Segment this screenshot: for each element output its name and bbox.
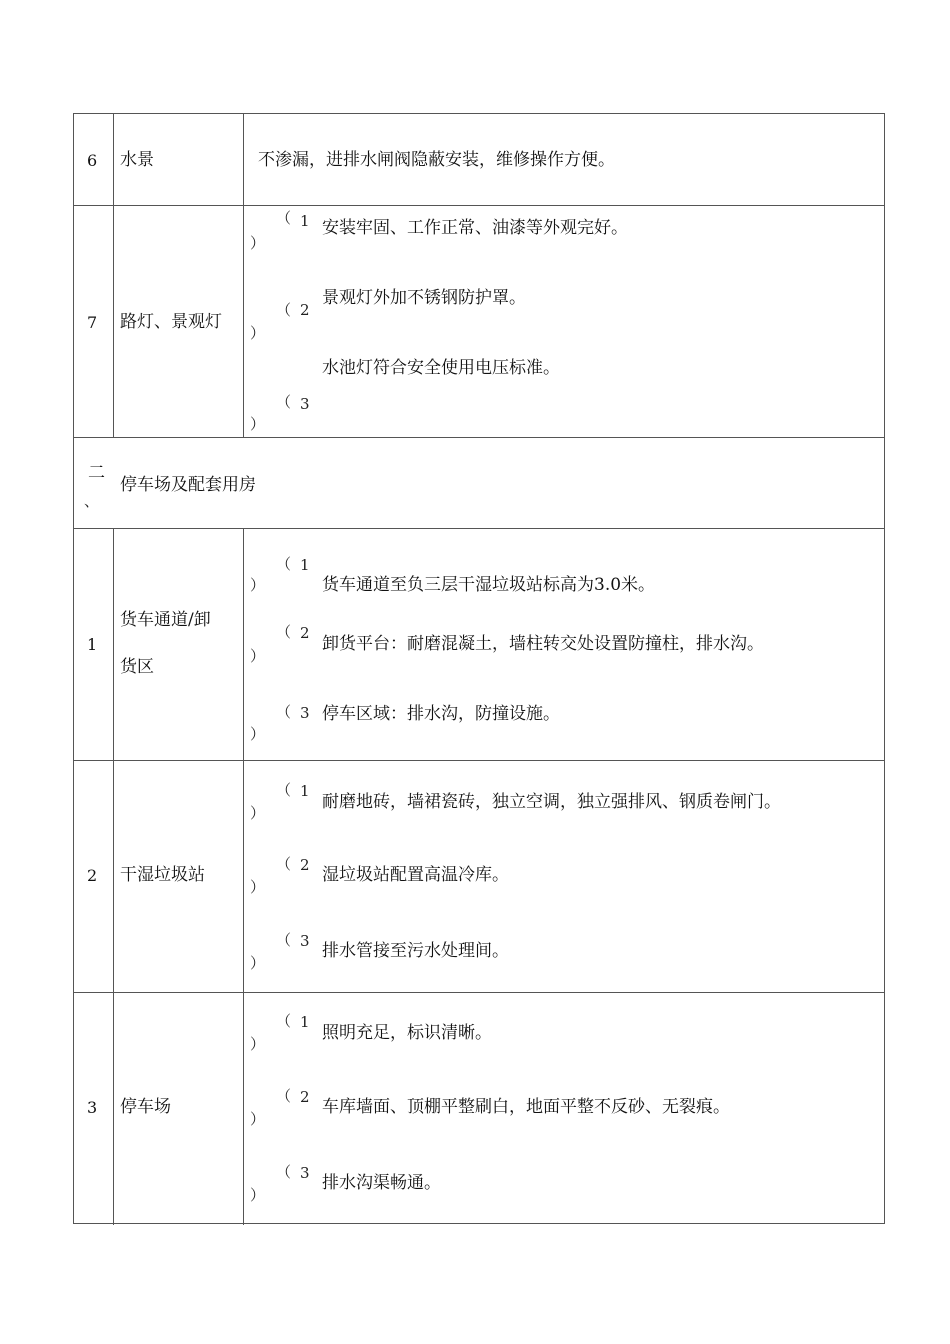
item-marker-open: （ [276, 1163, 292, 1181]
requirement-item: 安装牢固、工作正常、油漆等外观完好。 [322, 218, 628, 238]
item-marker-number: 2 [300, 624, 310, 642]
item-marker-close: ） [250, 324, 266, 342]
requirement-item: 停车区域：排水沟，防撞设施。 [322, 704, 560, 724]
row-divider [74, 205, 884, 206]
row-item-name: 水景 [120, 150, 154, 170]
item-marker-number: 2 [300, 301, 310, 319]
item-marker-close: ） [250, 1110, 266, 1128]
item-marker-number: 1 [300, 1013, 310, 1031]
section-number: 二 [88, 463, 105, 483]
row-item-name: 干湿垃圾站 [120, 865, 205, 885]
row-divider [74, 760, 884, 761]
row-number: 7 [87, 313, 98, 332]
requirements-table [73, 113, 885, 1224]
item-marker-close: ） [250, 954, 266, 972]
item-marker-close: ） [250, 804, 266, 822]
item-marker-close: ） [250, 234, 266, 252]
requirement-item: 照明充足，标识清晰。 [322, 1023, 492, 1043]
item-marker-open: （ [276, 623, 292, 641]
item-marker-close: ） [250, 415, 266, 433]
row-divider [74, 528, 884, 529]
row-divider [74, 992, 884, 993]
item-marker-open: （ [276, 555, 292, 573]
row-item-name: 货区 [120, 657, 154, 677]
item-marker-number: 1 [300, 782, 310, 800]
row-number: 2 [87, 866, 98, 885]
item-marker-open: （ [276, 855, 292, 873]
item-marker-open: （ [276, 209, 292, 227]
item-marker-number: 1 [300, 556, 310, 574]
item-marker-close: ） [250, 1186, 266, 1204]
requirement-item: 耐磨地砖，墙裙瓷砖，独立空调，独立强排风、钢质卷闸门。 [322, 792, 781, 812]
item-marker-number: 1 [300, 212, 310, 230]
row-number: 3 [87, 1098, 98, 1117]
item-marker-close: ） [250, 647, 266, 665]
row-item-name: 停车场 [120, 1097, 171, 1117]
row-number: 6 [87, 151, 98, 170]
row-divider [74, 437, 884, 438]
requirement-item: 景观灯外加不锈钢防护罩。 [322, 288, 526, 308]
item-marker-number: 3 [300, 932, 310, 950]
item-marker-open: （ [276, 931, 292, 949]
row-item-name: 路灯、景观灯 [120, 312, 222, 332]
item-marker-number: 3 [300, 395, 310, 413]
item-marker-close: ） [250, 576, 266, 594]
requirement-item: 货车通道至负三层干湿垃圾站标高为3.0米。 [322, 575, 656, 595]
requirement-item: 排水管接至污水处理间。 [322, 941, 509, 961]
item-marker-close: ） [250, 725, 266, 743]
item-marker-number: 2 [300, 856, 310, 874]
requirement-item: 排水沟渠畅通。 [322, 1173, 441, 1193]
requirement-item: 水池灯符合安全使用电压标准。 [322, 358, 560, 378]
row-item-name: 货车通道/卸 [120, 610, 211, 630]
item-marker-number: 2 [300, 1088, 310, 1106]
section-title: 停车场及配套用房 [120, 475, 256, 495]
item-marker-open: （ [276, 1087, 292, 1105]
row-number: 1 [87, 635, 98, 654]
requirement-item: 车库墙面、顶棚平整刷白，地面平整不反砂、无裂痕。 [322, 1097, 730, 1117]
requirement-item: 卸货平台：耐磨混凝土，墙柱转交处设置防撞柱，排水沟。 [322, 634, 764, 654]
item-marker-close: ） [250, 1035, 266, 1053]
item-marker-open: （ [276, 1012, 292, 1030]
item-marker-open: （ [276, 781, 292, 799]
col-divider [243, 528, 244, 1225]
item-marker-open: （ [276, 703, 292, 721]
col-divider [113, 114, 114, 437]
item-marker-number: 3 [300, 1164, 310, 1182]
requirement-item: 湿垃圾站配置高温冷库。 [322, 865, 509, 885]
section-mark: 、 [84, 492, 100, 510]
item-marker-number: 3 [300, 704, 310, 722]
col-divider [113, 528, 114, 1225]
item-marker-open: （ [276, 301, 292, 319]
row-requirement: 不渗漏，进排水闸阀隐蔽安装，维修操作方便。 [258, 150, 615, 170]
item-marker-close: ） [250, 878, 266, 896]
item-marker-open: （ [276, 393, 292, 411]
col-divider [243, 114, 244, 437]
